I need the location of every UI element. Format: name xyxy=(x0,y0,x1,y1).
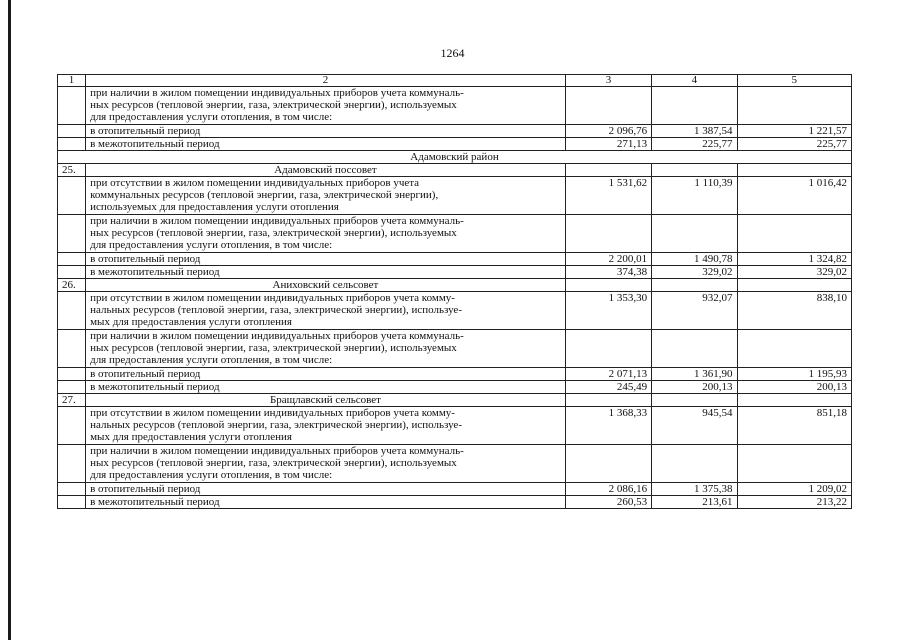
tariff-table-body xyxy=(58,75,852,509)
row-number xyxy=(58,483,86,496)
value-col3: 374,38 xyxy=(565,266,651,279)
condition-text-line: мых для предоставления услуги отопления xyxy=(90,431,292,443)
value-col3: 1 353,30 xyxy=(565,292,651,330)
column-header-2: 2 xyxy=(86,75,566,87)
value-col5 xyxy=(737,445,852,483)
value-col4: 200,13 xyxy=(652,381,737,394)
value-col3: 271,13 xyxy=(565,138,651,151)
column-header-row xyxy=(58,75,852,87)
value-col4: 225,77 xyxy=(652,138,737,151)
value-col3: 1 368,33 xyxy=(565,407,651,445)
value-col3 xyxy=(565,164,651,177)
period-row xyxy=(58,381,852,394)
value-col5 xyxy=(737,279,852,292)
value-col3: 2 086,16 xyxy=(565,483,651,496)
value-col5: 1 195,93 xyxy=(737,368,852,381)
condition-text-line: нальных ресурсов (тепловой энергии, газа, электрической энергии), используе- xyxy=(90,304,462,316)
value-col5: 1 221,57 xyxy=(737,125,852,138)
value-col5 xyxy=(737,330,852,368)
value-col4 xyxy=(652,330,737,368)
condition-text-line: для предоставления услуги отопления, в том числе: xyxy=(90,469,333,481)
tariff-condition-row xyxy=(58,292,852,330)
page-edge-bar xyxy=(8,0,11,640)
condition-text xyxy=(86,215,566,253)
condition-text-line: при наличии в жилом помещении индивидуальных приборов учета коммуналь- xyxy=(90,445,464,457)
value-col4 xyxy=(652,87,737,125)
period-label: в отопительный период xyxy=(86,253,566,266)
value-col3 xyxy=(565,445,651,483)
value-col3 xyxy=(565,215,651,253)
value-col5 xyxy=(737,215,852,253)
period-label: в межотопительный период xyxy=(86,496,566,509)
district-name: Адамовский район xyxy=(58,151,852,164)
condition-text-line: ных ресурсов (тепловой энергии, газа, электрической энергии), используемых xyxy=(90,99,457,111)
tariff-condition-row xyxy=(58,407,852,445)
value-col5: 213,22 xyxy=(737,496,852,509)
condition-text xyxy=(86,407,566,445)
value-col5: 1 324,82 xyxy=(737,253,852,266)
column-header-3: 3 xyxy=(565,75,651,87)
row-number xyxy=(58,445,86,483)
value-col4 xyxy=(652,394,737,407)
condition-text-line: мых для предоставления услуги отопления xyxy=(90,316,292,328)
period-label: в межотопительный период xyxy=(86,138,566,151)
row-number: 26. xyxy=(58,279,86,292)
row-number xyxy=(58,125,86,138)
condition-text-line: при наличии в жилом помещении индивидуальных приборов учета коммуналь- xyxy=(90,330,464,342)
value-col4 xyxy=(652,445,737,483)
value-col5: 1 016,42 xyxy=(737,177,852,215)
value-col4: 329,02 xyxy=(652,266,737,279)
page-number: 1264 xyxy=(440,46,465,60)
row-number xyxy=(58,292,86,330)
period-row xyxy=(58,368,852,381)
value-col4 xyxy=(652,164,737,177)
column-header-1: 1 xyxy=(58,75,86,87)
period-row xyxy=(58,138,852,151)
condition-text xyxy=(86,87,566,125)
value-col5: 851,18 xyxy=(737,407,852,445)
value-col3 xyxy=(565,87,651,125)
row-number xyxy=(58,368,86,381)
period-row xyxy=(58,266,852,279)
sovet-row xyxy=(58,394,852,407)
condition-text-line: при отсутствии в жилом помещении индивидуальных приборов учета комму- xyxy=(90,292,455,304)
tariff-condition-row xyxy=(58,215,852,253)
value-col5 xyxy=(737,394,852,407)
condition-text-line: при отсутствии в жилом помещении индивидуальных приборов учета xyxy=(90,177,420,189)
district-row xyxy=(58,151,852,164)
condition-text xyxy=(86,177,566,215)
column-header-5: 5 xyxy=(737,75,852,87)
period-row xyxy=(58,125,852,138)
row-number xyxy=(58,407,86,445)
row-number xyxy=(58,138,86,151)
condition-text xyxy=(86,445,566,483)
value-col5 xyxy=(737,164,852,177)
value-col3: 2 096,76 xyxy=(565,125,651,138)
tariff-condition-row xyxy=(58,330,852,368)
row-number xyxy=(58,330,86,368)
row-number xyxy=(58,381,86,394)
value-col3: 1 531,62 xyxy=(565,177,651,215)
value-col3: 245,49 xyxy=(565,381,651,394)
value-col4: 1 387,54 xyxy=(652,125,737,138)
value-col4: 213,61 xyxy=(652,496,737,509)
condition-text-line: для предоставления услуги отопления, в том числе: xyxy=(90,354,333,366)
condition-text-line: при отсутствии в жилом помещении индивидуальных приборов учета комму- xyxy=(90,407,455,419)
value-col3 xyxy=(565,394,651,407)
period-row xyxy=(58,253,852,266)
row-number: 27. xyxy=(58,394,86,407)
value-col4: 1 490,78 xyxy=(652,253,737,266)
condition-text-line: для предоставления услуги отопления, в том числе: xyxy=(90,239,333,251)
row-number xyxy=(58,177,86,215)
row-number xyxy=(58,253,86,266)
period-label: в отопительный период xyxy=(86,483,566,496)
value-col4: 932,07 xyxy=(652,292,737,330)
value-col3 xyxy=(565,330,651,368)
value-col5: 1 209,02 xyxy=(737,483,852,496)
condition-text xyxy=(86,292,566,330)
value-col5: 200,13 xyxy=(737,381,852,394)
tariff-condition-row xyxy=(58,445,852,483)
value-col4 xyxy=(652,279,737,292)
condition-text-line: при наличии в жилом помещении индивидуальных приборов учета коммуналь- xyxy=(90,215,464,227)
value-col4: 945,54 xyxy=(652,407,737,445)
value-col4 xyxy=(652,215,737,253)
row-number: 25. xyxy=(58,164,86,177)
tariff-condition-row xyxy=(58,177,852,215)
condition-text-line: ных ресурсов (тепловой энергии, газа, электрической энергии), используемых xyxy=(90,342,457,354)
condition-text-line: при наличии в жилом помещении индивидуальных приборов учета коммуналь- xyxy=(90,87,464,99)
condition-text-line: ных ресурсов (тепловой энергии, газа, электрической энергии), используемых xyxy=(90,457,457,469)
value-col4: 1 375,38 xyxy=(652,483,737,496)
condition-text-line: используемых для предоставления услуги отопления xyxy=(90,201,339,213)
value-col5 xyxy=(737,87,852,125)
period-label: в отопительный период xyxy=(86,368,566,381)
value-col3: 2 071,13 xyxy=(565,368,651,381)
sovet-name: Адамовский поссовет xyxy=(86,164,566,177)
tariff-condition-row xyxy=(58,87,852,125)
period-row xyxy=(58,496,852,509)
value-col3: 2 200,01 xyxy=(565,253,651,266)
sovet-row xyxy=(58,279,852,292)
value-col4: 1 361,90 xyxy=(652,368,737,381)
value-col5: 329,02 xyxy=(737,266,852,279)
value-col5: 225,77 xyxy=(737,138,852,151)
period-label: в межотопительный период xyxy=(86,381,566,394)
period-row xyxy=(58,483,852,496)
sovet-name: Бращлавский сельсовет xyxy=(86,394,566,407)
tariff-table xyxy=(57,74,852,509)
column-header-4: 4 xyxy=(652,75,737,87)
period-label: в межотопительный период xyxy=(86,266,566,279)
row-number xyxy=(58,496,86,509)
period-label: в отопительный период xyxy=(86,125,566,138)
value-col3 xyxy=(565,279,651,292)
condition-text-line: ных ресурсов (тепловой энергии, газа, электрической энергии), используемых xyxy=(90,227,457,239)
row-number xyxy=(58,87,86,125)
value-col3: 260,53 xyxy=(565,496,651,509)
condition-text-line: коммунальных ресурсов (тепловой энергии, газа, электрической энергии), xyxy=(90,189,439,201)
row-number xyxy=(58,215,86,253)
sovet-name: Аниховский сельсовет xyxy=(86,279,566,292)
condition-text-line: для предоставления услуги отопления, в том числе: xyxy=(90,111,333,123)
condition-text xyxy=(86,330,566,368)
sovet-row xyxy=(58,164,852,177)
value-col4: 1 110,39 xyxy=(652,177,737,215)
row-number xyxy=(58,266,86,279)
condition-text-line: нальных ресурсов (тепловой энергии, газа, электрической энергии), используе- xyxy=(90,419,462,431)
value-col5: 838,10 xyxy=(737,292,852,330)
